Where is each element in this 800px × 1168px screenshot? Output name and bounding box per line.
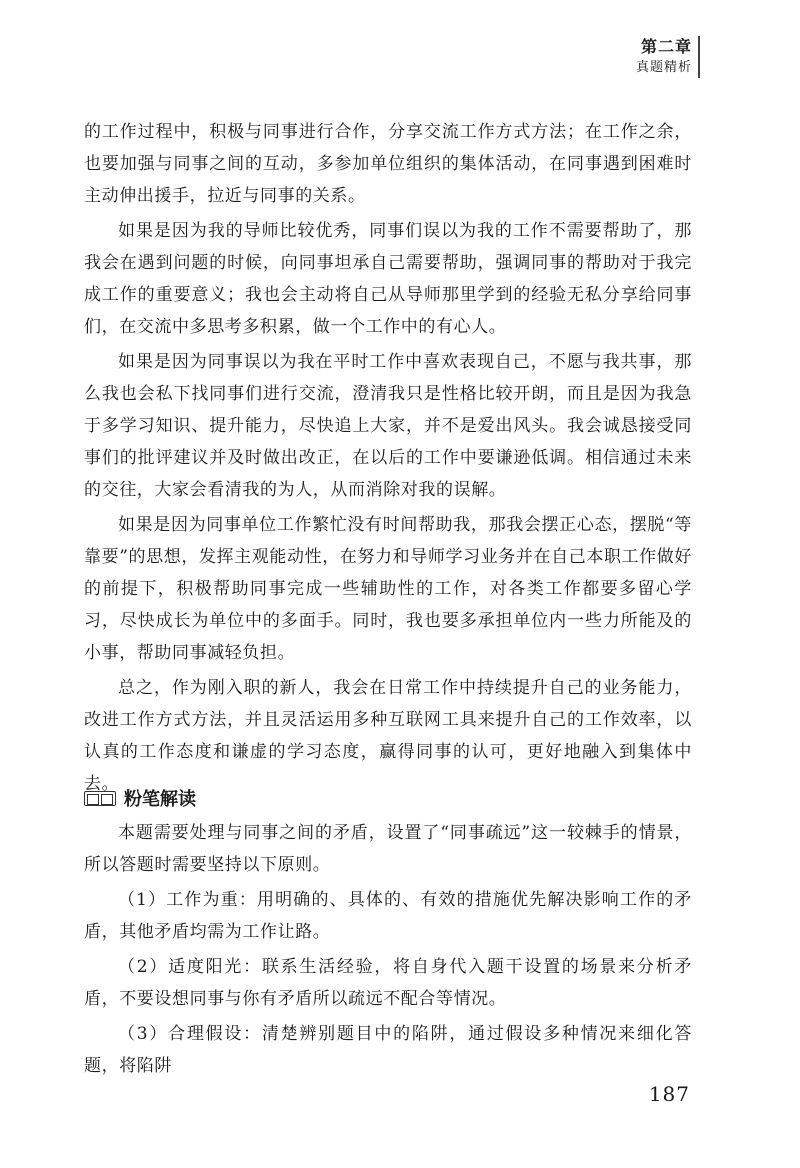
chalk-badge-icon	[84, 791, 116, 806]
paragraph-continued: 的工作过程中，积极与同事进行合作，分享交流工作方式方法；在工作之余，也要加强与同事之间的互动，多参加单位组织的集体活动，在同事遇到困难时主动伸出援手，拉近与同事的关系。	[84, 122, 692, 206]
principle-item: （1）工作为重：用明确的、具体的、有效的措施优先解决影响工作的矛盾，其他矛盾均需为工作让路。	[84, 890, 692, 942]
principle-item: （3）合理假设：清楚辨别题目中的陷阱，通过假设多种情况来细化答题，将陷阱	[84, 1024, 692, 1076]
header-divider	[698, 36, 700, 78]
section-heading	[84, 785, 692, 811]
chapter-label: 第二章	[640, 37, 692, 56]
body-text	[84, 116, 692, 803]
analysis-section	[84, 785, 692, 1085]
section-intro: 本题需要处理与同事之间的矛盾，设置了“同事疏远”这一较棘手的情景，所以答题时需要坚持以下原则。	[84, 823, 692, 875]
section-title: 粉笔解读	[124, 789, 196, 810]
paragraph: 总之，作为刚入职的新人，我会在日常工作中持续提升自己的业务能力，改进工作方式方法，并且灵活运用多种互联网工具来提升自己的工作效率，以认真的工作态度和谦虚的学习态度，赢得同事的认可，更好地融入到集体中去。	[84, 678, 692, 794]
page-number: 187	[648, 1082, 690, 1106]
paragraph: 如果是因为我的导师比较优秀，同事们误以为我的工作不需要帮助了，那我会在遇到问题的时候，向同事坦承自己需要帮助，强调同事的帮助对于我完成工作的重要意义；我也会主动将自己从导师那里学到的经验无私分享给同事们，在交流中多思考多积累，做一个工作中的有心人。	[84, 221, 692, 337]
principle-item: （2）适度阳光：联系生活经验，将自身代入题干设置的场景来分析矛盾，不要设想同事与你有矛盾所以疏远不配合等情况。	[84, 957, 692, 1009]
running-header	[636, 36, 692, 78]
paragraph: 如果是因为同事误以为我在平时工作中喜欢表现自己，不愿与我共事，那么我也会私下找同事们进行交流，澄清我只是性格比较开朗，而且是因为我急于多学习知识、提升能力，尽快追上大家，并不是爱出风头。我会诚恳接受同事们的批评建议并及时做出改正，在以后的工作中要谦逊低调。相信通过未来的交往，大家会看清我的为人，从而消除对我的误解。	[84, 352, 692, 500]
chapter-subtitle: 真题精析	[635, 60, 692, 75]
paragraph: 如果是因为同事单位工作繁忙没有时间帮助我，那我会摆正心态，摆脱“等靠要”的思想，发挥主观能动性，在努力和导师学习业务并在自己本职工作做好的前提下，积极帮助同事完成一些辅助性的工作，对各类工作都要多留心学习，尽快成长为单位中的多面手。同时，我也要多承担单位内一些力所能及的小事，帮助同事减轻负担。	[84, 515, 692, 663]
